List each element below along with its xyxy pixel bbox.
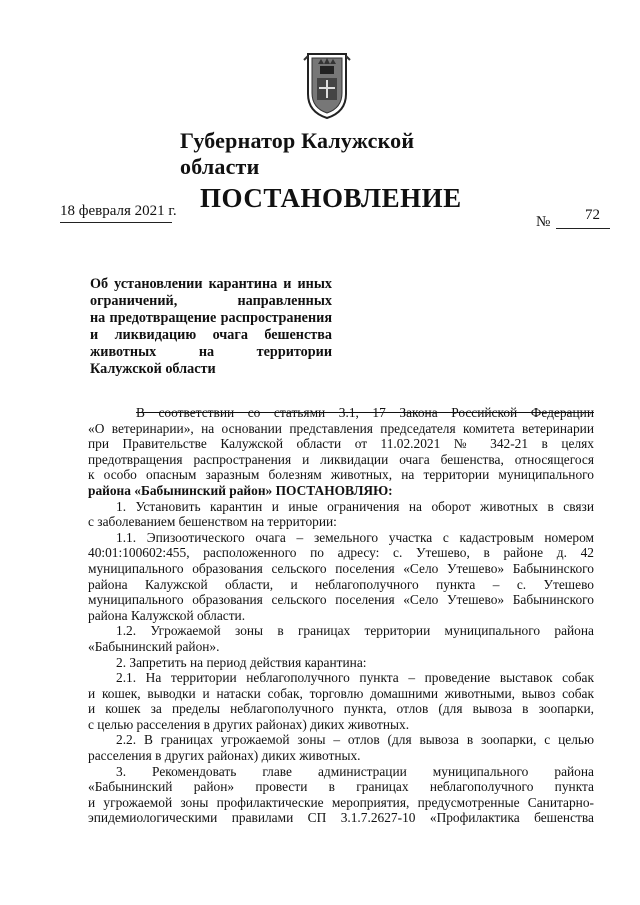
body-line: «Бабынинский район» провести в границах неблагополучного пункта (88, 779, 594, 795)
body-line: 1.2. Угрожаемой зоны в границах территории муниципального района (116, 623, 594, 639)
document-date: 18 февраля 2021 г. (60, 203, 177, 219)
body-line: при Правительстве Калужской области от 11.02.2021 № 342-21 в целях (88, 436, 594, 452)
body-line: эпидемиологическими правилами СП 3.1.7.2627-10 «Профилактика бешенства (88, 810, 594, 826)
body-line: 2. Запретить на период действия карантина: (116, 654, 367, 670)
body-line: с заболеванием бешенством на территории: (88, 514, 337, 530)
document-number: 72 (585, 207, 600, 223)
subject-line: животных на территории (90, 344, 332, 360)
subject-line: ограничений, направленных (90, 293, 332, 309)
authority-title: Губернатор Калужской области (180, 128, 415, 179)
document-body (88, 405, 594, 826)
body-line: района «Бабынинский район» ПОСТАНОВЛЯЮ: (88, 482, 393, 498)
subject-line: Об установлении карантина и иных (90, 276, 332, 292)
body-line: «Бабынинский район». (88, 638, 220, 654)
subject-line: и ликвидацию очага бешенства (90, 327, 332, 343)
body-line: 2.2. В границах угрожаемой зоны – отлов (для вывоза в зоопарки, с целью (116, 732, 594, 748)
number-sign: № (536, 214, 551, 230)
body-line: 2.1. На территории неблагополучного пункта – проведение выставок собак (116, 670, 594, 686)
body-line: 1.1. Эпизоотического очага – земельного участка с кадастровым номером (116, 529, 594, 545)
body-line: и кошек, выводки и натаски собак, торговлю домашними животными, вывоз собак (88, 685, 594, 701)
body-line: 3. Рекомендовать главе администрации муниципального района (116, 763, 594, 779)
body-line: 1. Установить карантин и иные ограничения на оборот животных в связи (116, 498, 594, 514)
body-line: и угрожаемой зоны профилактические мероприятия, предусмотренные Санитарно- (88, 794, 594, 810)
body-line: к особо опасным заразным болезням животных, на территории муниципального (88, 467, 594, 483)
body-line: муниципального образования сельского поселения «Село Утешево» Бабынинского (88, 592, 594, 608)
body-line: 40:01:100602:455, расположенного по адресу: с. Утешево, в районе д. 42 (88, 545, 594, 561)
body-line: В соответствии со статьями 3.1, 17 Закона Российской Федерации (136, 405, 594, 420)
body-line: расселения в других районах) диких животных. (88, 748, 361, 764)
body-line: района Калужской области. (88, 607, 246, 623)
subject-line: на предотвращение распространения (90, 310, 332, 326)
date-underline (60, 222, 172, 223)
document-subject (90, 276, 332, 378)
number-underline (556, 228, 610, 229)
body-line: и кошек за пределы неблагополучного пункта, отлов (для вывоза в зоопарки, (88, 701, 594, 717)
subject-line: Калужской области (90, 361, 216, 377)
coat-of-arms-icon (302, 50, 352, 120)
body-line: муниципального образования сельского поселения «Село Утешево» Бабынинского (88, 560, 594, 576)
body-line: с целью расселения в других районах) диких животных. (88, 716, 410, 732)
body-line: района Калужской области, и неблагополучного пункта – с. Утешево (88, 576, 594, 592)
body-line: предотвращения распространения и ликвидации очага бешенства, относящегося (88, 451, 594, 467)
body-line: «О ветеринарии», на основании представления председателя комитета ветеринарии (88, 420, 594, 436)
document-type: ПОСТАНОВЛЕНИЕ (200, 183, 462, 213)
